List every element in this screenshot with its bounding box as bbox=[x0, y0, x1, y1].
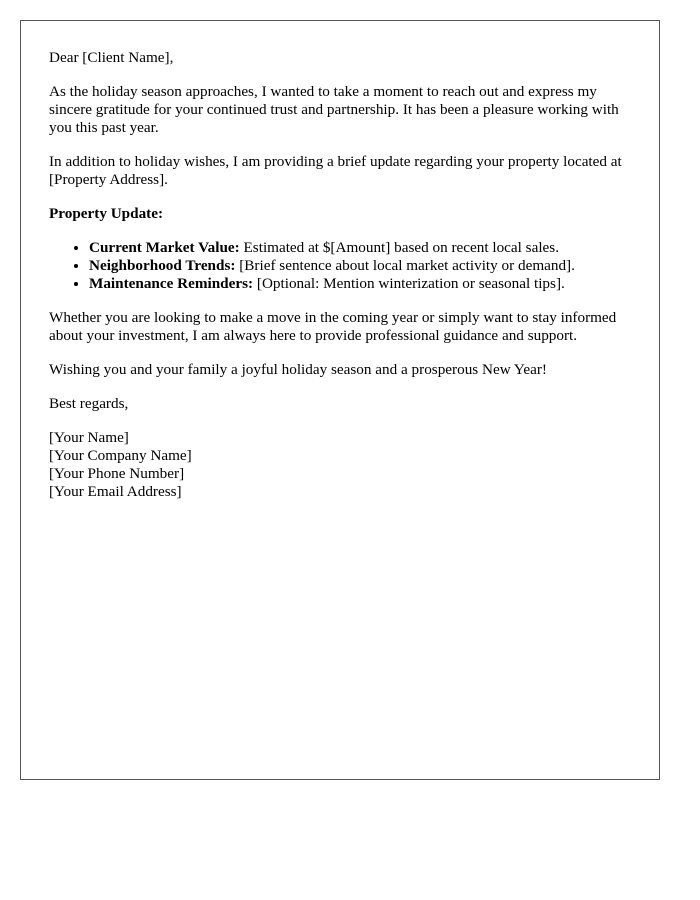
update-text: [Brief sentence about local market activity or demand]. bbox=[235, 257, 575, 274]
section-heading: Property Update: bbox=[49, 205, 164, 222]
update-text: Estimated at $[Amount] based on recent local sales. bbox=[239, 239, 559, 256]
letter-page bbox=[20, 20, 660, 780]
update-label: Neighborhood Trends: bbox=[89, 257, 236, 274]
update-label: Current Market Value: bbox=[89, 239, 240, 256]
list-item bbox=[89, 275, 639, 293]
update-intro-paragraph: In addition to holiday wishes, I am providing a brief update regarding your property located at [Property Address]. bbox=[49, 153, 622, 188]
closing-paragraph: Whether you are looking to make a move in the coming year or simply want to stay informed about your investment, I am always here to provide professional guidance and support. bbox=[49, 309, 617, 344]
intro-paragraph: As the holiday season approaches, I wanted to take a moment to reach out and express my sincere gratitude for your continued trust and partnership. It has been a pleasure working with you this past year. bbox=[49, 83, 619, 136]
list-item bbox=[89, 239, 639, 257]
signoff: Best regards, bbox=[49, 395, 129, 412]
signature-phone: [Your Phone Number] bbox=[49, 465, 185, 482]
update-text: [Optional: Mention winterization or seasonal tips]. bbox=[253, 275, 565, 292]
letter-body bbox=[49, 49, 639, 501]
property-update-list bbox=[49, 239, 639, 293]
update-label: Maintenance Reminders: bbox=[89, 275, 254, 292]
signature-company: [Your Company Name] bbox=[49, 447, 192, 464]
wishes-paragraph: Wishing you and your family a joyful holiday season and a prosperous New Year! bbox=[49, 361, 547, 378]
signature-name: [Your Name] bbox=[49, 429, 129, 446]
signature-email: [Your Email Address] bbox=[49, 483, 182, 500]
greeting: Dear [Client Name], bbox=[49, 49, 174, 66]
signature-block bbox=[49, 429, 639, 501]
list-item bbox=[89, 257, 639, 275]
